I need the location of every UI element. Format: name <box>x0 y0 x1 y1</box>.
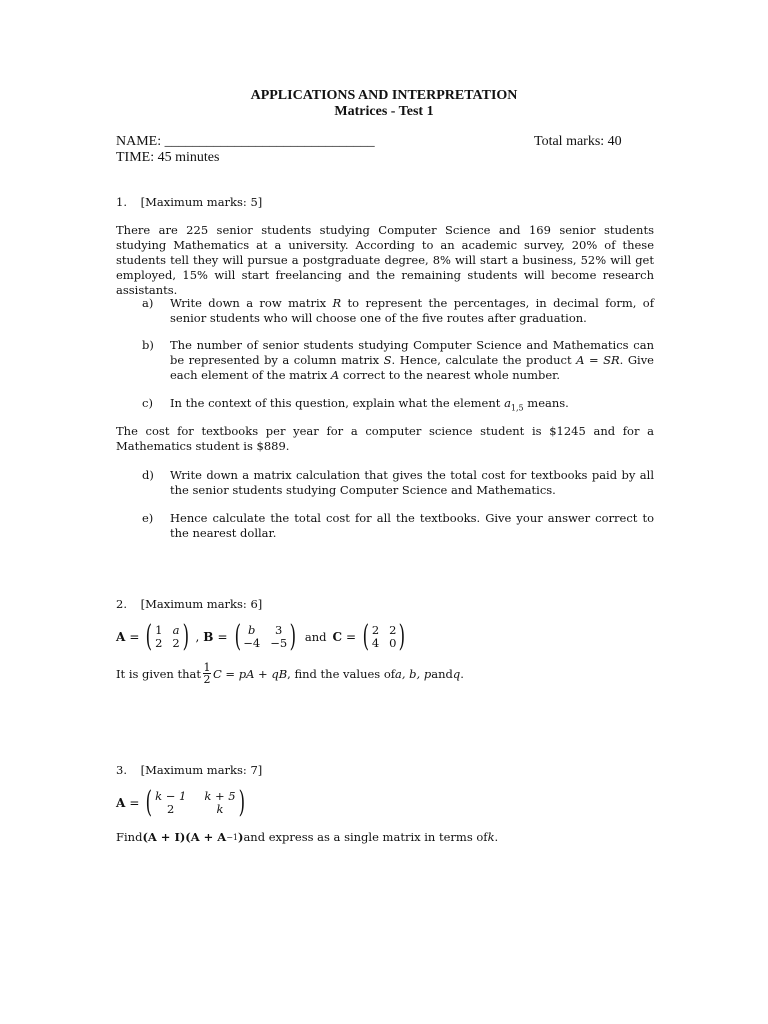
question-number: 2. <box>116 597 127 611</box>
question-marks: [Maximum marks: 5] <box>140 195 263 209</box>
question-3-statement: Find (A + I)(A + A −1 ) and express as a single matrix in terms of k . <box>116 830 499 844</box>
part-c-text: In the context of this question, explain what the element $a_{1,5}$ means. <box>170 396 569 413</box>
part-a-text: Write down a row matrix R to represent the percentages, in decimal form, of senior students who will choose one of the five routes after graduation. <box>170 296 654 325</box>
matrix-a: ( k − 1 k + 5 2 k ) <box>146 785 245 820</box>
matrix-a-definition: A = ( k − 1 k + 5 2 k ) <box>116 788 247 818</box>
question-number: 1. <box>116 195 127 209</box>
part-c-letter: c) <box>142 396 153 410</box>
question-number: 3. <box>116 763 127 777</box>
question-marks: [Maximum marks: 7] <box>140 763 263 777</box>
part-d-letter: d) <box>142 468 154 482</box>
question-1-header <box>116 195 262 209</box>
question-2-statement: It is given that $\frac{1}{2}$ C = pA + qB , find the values of a, b, p and q . <box>116 661 464 686</box>
matrix-b: ( b 3 −4 −5 ) <box>234 619 297 654</box>
part-a-letter: a) <box>142 296 154 310</box>
page-subtitle: Matrices - Test 1 <box>334 104 434 119</box>
question-3-header <box>116 763 262 777</box>
part-b-letter: b) <box>142 338 154 352</box>
matrix-definitions: A = ( 1 a 2 2 ) , B = ( b 3 −4 −5 ) and C = ( 2 2 4 0 ) <box>116 622 408 652</box>
cost-statement: The cost for textbooks per year for a computer science student is $1245 and for a Mathematics student is $889. <box>116 424 654 453</box>
page-title: APPLICATIONS AND INTERPRETATION <box>250 88 518 103</box>
part-e-text: Hence calculate the total cost for all the textbooks. Give your answer correct to the nearest dollar. <box>170 511 654 540</box>
name-field-label: NAME: ______________________________ <box>116 134 375 149</box>
question-2-header <box>116 597 262 611</box>
matrix-c: ( 2 2 4 0 ) <box>362 619 406 654</box>
question-marks: [Maximum marks: 6] <box>140 597 263 611</box>
fraction-one-half: $\frac{1}{2}$ <box>203 661 211 686</box>
question-1-intro: There are 225 senior students studying Computer Science and 169 senior students studying Mathematics at a university. According to an academic survey, 20% of these students tell they will pursue a postgraduate degree, 8% will start a business, 52% will get employed, 15% will start freelancing and the remaining students will become research assistants. <box>116 223 654 297</box>
part-d-text: Write down a matrix calculation that gives the total cost for textbooks paid by all the senior students studying Computer Science and Mathematics. <box>170 468 654 497</box>
total-marks: Total marks: 40 <box>534 134 622 149</box>
time-limit: TIME: 45 minutes <box>116 150 220 165</box>
matrix-a: ( 1 a 2 2 ) <box>146 619 189 654</box>
part-e-letter: e) <box>142 511 154 525</box>
part-b-text: The number of senior students studying Computer Science and Mathematics can be represented by a column matrix S. Hence, calculate the product A = SR. Give each element of the matrix A correct to the nearest whole number. <box>170 338 654 382</box>
